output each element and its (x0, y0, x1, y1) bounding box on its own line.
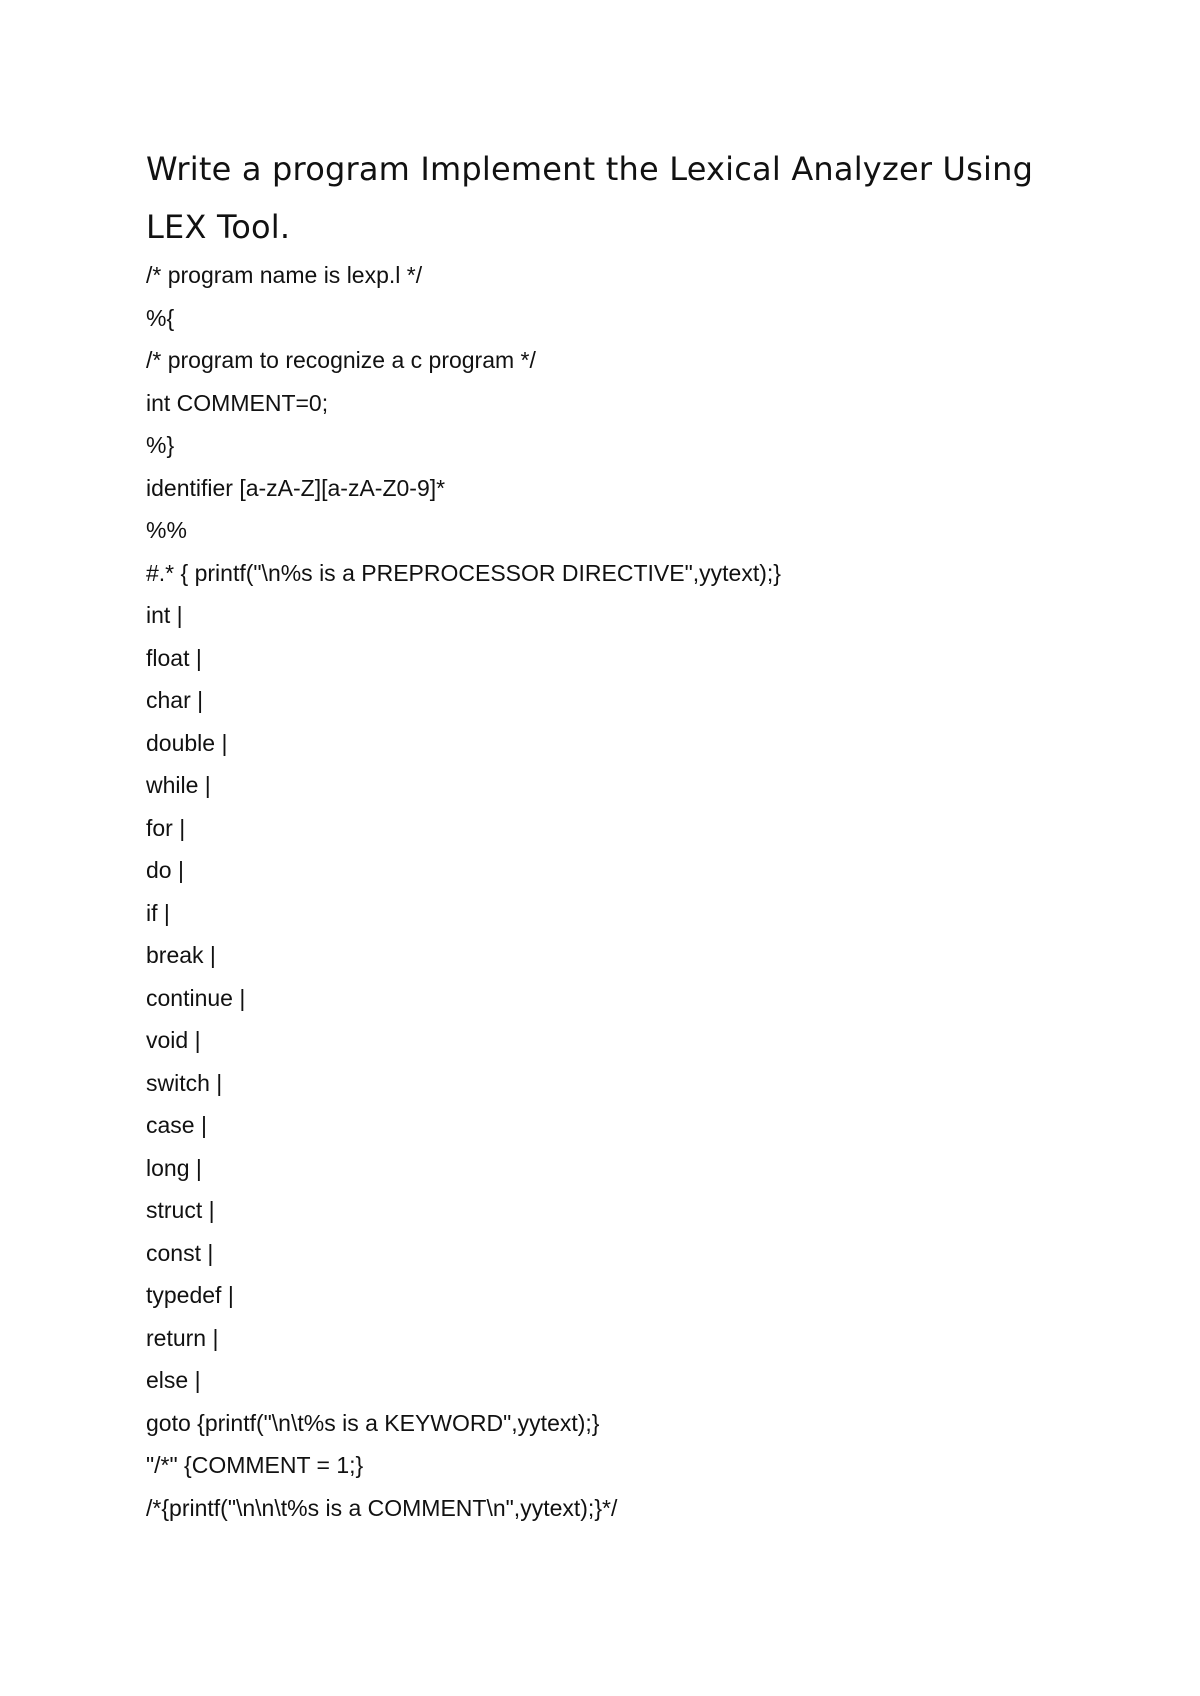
code-line: typedef | (146, 1282, 234, 1308)
code-line: void | (146, 1027, 201, 1053)
code-line: const | (146, 1239, 214, 1266)
code-line: for | (146, 814, 186, 841)
code-line: /* program to recognize a c program */ (146, 347, 536, 373)
code-line: char | (146, 687, 204, 713)
code-line: while | (146, 772, 211, 798)
code-line: identifier [a-zA-Z][a-zA-Z0-9]* (146, 474, 446, 501)
code-line: #.* { printf("\n%s is a PREPROCESSOR DIRECTIVE",yytext);} (146, 559, 781, 586)
code-line: switch | (146, 1069, 223, 1096)
code-listing (146, 254, 1106, 1529)
code-line: continue | (146, 984, 246, 1011)
code-line: int | (146, 602, 183, 628)
code-line: if | (146, 899, 170, 926)
code-line: float | (146, 644, 202, 671)
code-line: %% (146, 517, 187, 543)
code-line: "/*" {COMMENT = 1;} (146, 1452, 364, 1478)
code-line: else | (146, 1367, 201, 1393)
code-line: break | (146, 942, 216, 968)
code-line: long | (146, 1154, 202, 1181)
code-line: int COMMENT=0; (146, 389, 329, 416)
code-line: %{ (146, 304, 175, 331)
code-line: case | (146, 1112, 207, 1138)
code-line: double | (146, 729, 228, 756)
code-line: return | (146, 1324, 219, 1351)
code-line: /*{printf("\n\n\t%s is a COMMENT\n",yytext);}*/ (146, 1494, 618, 1521)
code-line: struct | (146, 1197, 215, 1223)
code-line: do | (146, 857, 184, 883)
code-line: goto {printf("\n\t%s is a KEYWORD",yytext);} (146, 1409, 600, 1436)
code-line: %} (146, 432, 175, 458)
document-title: Write a program Implement the Lexical Analyzer Using LEX Tool. (146, 150, 1034, 246)
code-line: /* program name is lexp.l */ (146, 262, 423, 288)
